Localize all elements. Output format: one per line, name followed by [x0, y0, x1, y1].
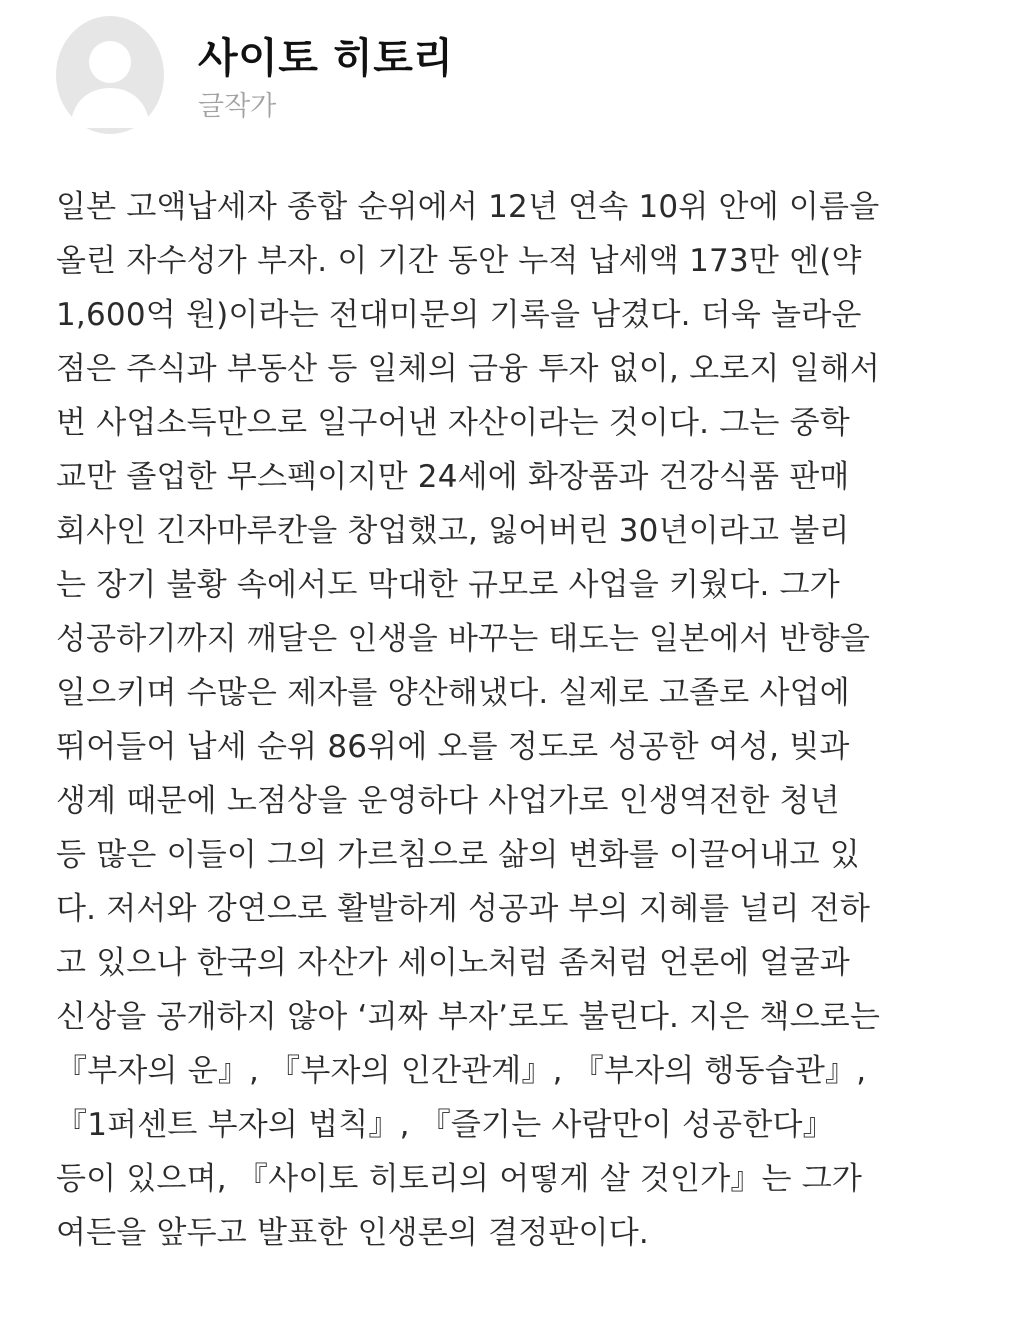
bio-line: 등 많은 이들이 그의 가르침으로 삶의 변화를 이끌어내고 있 — [56, 837, 860, 873]
bio-line: 『1퍼센트 부자의 법칙』, 『즐기는 사람만이 성공한다』 — [56, 1107, 834, 1143]
bio-line: 여든을 앞두고 발표한 인생론의 결정판이다. — [56, 1215, 649, 1251]
author-info — [198, 16, 453, 124]
author-profile — [56, 16, 453, 134]
bio-line: 번 사업소득만으로 일구어낸 자산이라는 것이다. 그는 중학 — [56, 405, 850, 441]
bio-line: 생계 때문에 노점상을 운영하다 사업가로 인생역전한 청년 — [56, 783, 840, 819]
bio-line: 신상을 공개하지 않아 ‘괴짜 부자’로도 불린다. 지은 책으로는 — [56, 999, 881, 1035]
user-silhouette-icon — [56, 16, 164, 134]
bio-line: 회사인 긴자마루칸을 창업했고, 잃어버린 30년이라고 불리 — [56, 513, 850, 549]
bio-line: 일본 고액납세자 종합 순위에서 12년 연속 10위 안에 이름을 — [56, 189, 880, 225]
avatar[interactable] — [56, 16, 164, 134]
bio-line: 『부자의 운』, 『부자의 인간관계』, 『부자의 행동습관』, — [56, 1053, 867, 1089]
bio-line: 점은 주식과 부동산 등 일체의 금융 투자 없이, 오로지 일해서 — [56, 351, 881, 387]
bio-line: 1,600억 원)이라는 전대미문의 기록을 남겼다. 더욱 놀라운 — [56, 297, 862, 333]
bio-line: 올린 자수성가 부자. 이 기간 동안 누적 납세액 173만 엔(약 — [56, 243, 862, 279]
bio-line: 교만 졸업한 무스펙이지만 24세에 화장품과 건강식품 판매 — [56, 459, 850, 495]
bio-line: 다. 저서와 강연으로 활발하게 성공과 부의 지혜를 널리 전하 — [56, 891, 870, 927]
author-name: 사이토 히토리 — [198, 34, 454, 82]
bio-line: 뛰어들어 납세 순위 86위에 오를 정도로 성공한 여성, 빚과 — [56, 729, 850, 765]
author-role: 글작가 — [198, 91, 277, 122]
author-bio — [56, 180, 986, 1260]
bio-line: 는 장기 불황 속에서도 막대한 규모로 사업을 키웠다. 그가 — [56, 567, 840, 603]
bio-line: 성공하기까지 깨달은 인생을 바꾸는 태도는 일본에서 반향을 — [56, 621, 870, 657]
bio-line: 등이 있으며, 『사이토 히토리의 어떻게 살 것인가』는 그가 — [56, 1161, 863, 1197]
bio-line: 고 있으나 한국의 자산가 세이노처럼 좀처럼 언론에 얼굴과 — [56, 945, 850, 981]
bio-line: 일으키며 수많은 제자를 양산해냈다. 실제로 고졸로 사업에 — [56, 675, 850, 711]
